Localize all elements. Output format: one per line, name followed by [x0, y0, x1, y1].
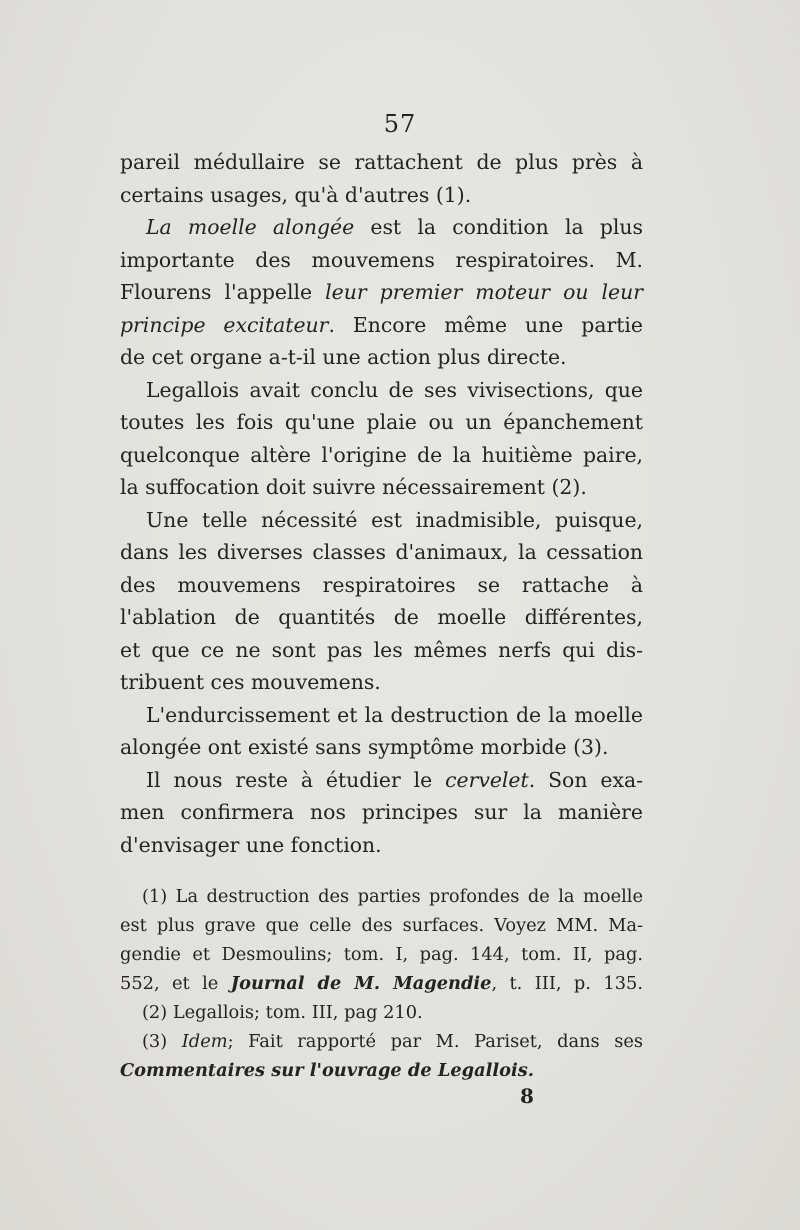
paragraph-1 [120, 146, 643, 211]
paragraph-3 [120, 374, 643, 504]
text-line [120, 211, 643, 244]
footnote-1 [120, 882, 643, 998]
footnote-3 [120, 1027, 643, 1085]
signature-mark: 8 [520, 1084, 534, 1108]
text-line: la suffocation doit suivre nécessairement (2). [120, 475, 587, 499]
text-line [120, 969, 643, 998]
text-line [120, 796, 643, 829]
text-span: . Son exa- [528, 767, 643, 792]
text-line [120, 341, 643, 374]
text-span: 552, et le [120, 973, 231, 994]
text-span: est plus grave que celle des surfaces. Voyez MM. Ma- [120, 915, 643, 936]
italic-text: cervelet [445, 767, 529, 792]
footnote-2 [120, 998, 643, 1027]
text-line: et que ce ne sont pas les mêmes nerfs qui dis- [120, 637, 643, 662]
text-line [120, 1056, 643, 1085]
text-line [120, 276, 643, 309]
text-span: (1) La destruction des parties profondes de la moelle [142, 886, 643, 907]
main-text [120, 146, 643, 861]
text-span: importante des mouvemens respiratoires. M. [120, 247, 643, 272]
text-line: L'endurcissement et la destruction de la moelle [146, 702, 643, 727]
text-line: Legallois avait conclu de ses vivisections, que [146, 377, 643, 402]
paragraph-2 [120, 211, 643, 374]
text-span: d'envisager une fonction. [120, 832, 382, 857]
italic-text: Idem [181, 1031, 228, 1052]
text-span: (2) Legallois; tom. III, pag 210. [142, 1002, 423, 1023]
text-line: tribuent ces mouvemens. [120, 670, 381, 694]
text-span: gendie et Desmoulins; tom. I, pag. 144, tom. II, pag. [120, 944, 643, 965]
paragraph-4 [120, 504, 643, 699]
text-line [120, 1027, 643, 1056]
text-span: . Encore même une partie [328, 312, 643, 337]
italic-text: principe excitateur [120, 312, 329, 337]
text-line [120, 940, 643, 969]
text-line [120, 244, 643, 277]
text-line [120, 911, 643, 940]
text-span: (3) [142, 1031, 182, 1052]
text-line [120, 764, 643, 797]
paragraph-6 [120, 764, 643, 862]
text-line: des mouvemens respiratoires se rattache à [120, 572, 643, 597]
text-line: quelconque altère l'origine de la huitième paire, [120, 442, 643, 467]
text-line: toutes les fois qu'une plaie ou un épanchement [120, 410, 643, 434]
text-line: l'ablation de quantités de moelle différentes, [120, 605, 643, 629]
text-line [120, 829, 643, 862]
text-span: Il nous reste à étudier le [146, 767, 446, 792]
text-line: pareil médullaire se rattachent de plus près à [120, 150, 643, 174]
text-span: Flourens l'appelle [120, 280, 326, 304]
text-line [120, 309, 643, 342]
italic-text: La moelle alongée [146, 215, 355, 239]
text-span: ; Fait rapporté par M. Pariset, dans ses [227, 1031, 644, 1052]
text-span: de cet organe a-t-il une action plus directe. [120, 345, 567, 369]
text-span: , t. III, p. 135. [491, 973, 643, 994]
text-line: alongée ont existé sans symptôme morbide (3). [120, 735, 609, 759]
paragraph-5 [120, 699, 643, 764]
footnotes [120, 882, 643, 1085]
text-span: est la condition la plus [354, 215, 644, 239]
text-line [120, 998, 643, 1027]
italic-text: leur premier moteur ou leur [325, 280, 643, 304]
page-number: 57 [383, 110, 417, 138]
italic-text: Commentaires sur l'ouvrage de Legallois. [120, 1060, 534, 1081]
text-line: certains usages, qu'à d'autres (1). [120, 182, 472, 207]
text-line: Une telle nécessité est inadmisible, puisque, [146, 507, 643, 532]
italic-text: Journal de M. Magendie [230, 973, 492, 994]
text-line: dans les diverses classes d'animaux, la cessation [120, 540, 643, 564]
text-span: men confirmera nos principes sur la manière [120, 800, 643, 824]
text-line [120, 882, 643, 911]
